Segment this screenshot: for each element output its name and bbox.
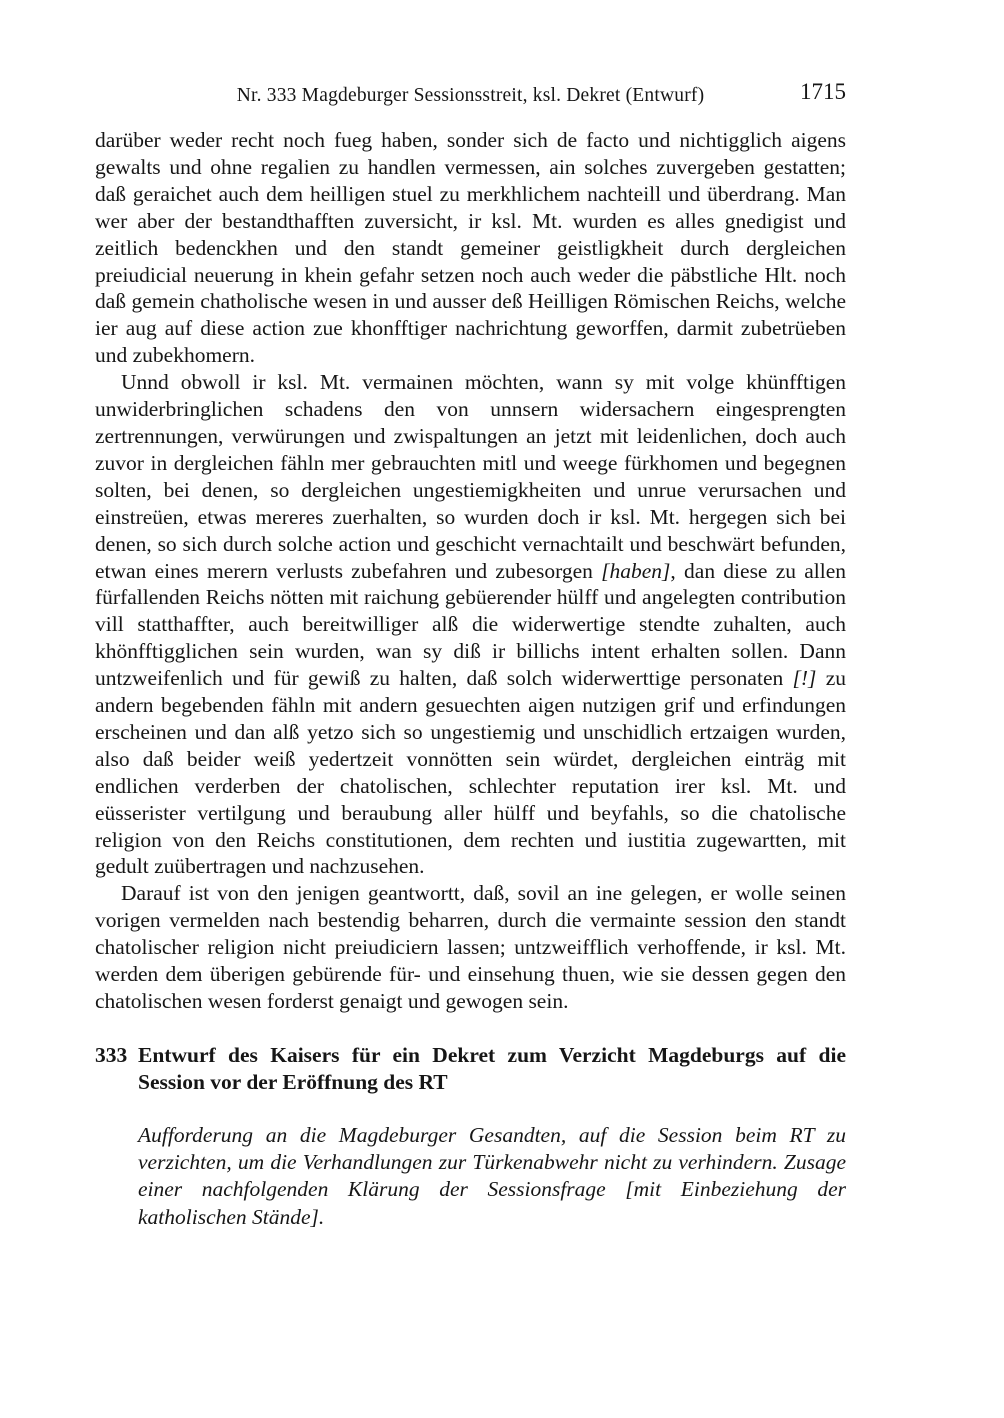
- paragraph-2-text: , dan diese zu allen fürfallenden Reichs nötten mit raichung gebüerender hülff und angelegten contribution vill statthaffter, auch bereitwilliger alß die widerwertige stendte zuhalten, auch khönfftigglichen sein wurden, wan sy diß ir billichs intent erhalten sollen. Dann untzweifenlich und für gewiß zu halten, daß solch widerwerttige personaten: [95, 558, 847, 691]
- body-paragraph-1: darüber weder recht noch fueg haben, sonder sich de facto und nichtigglich aigens gewalts und ohne regalien zu handlen vermessen, ain solches zuvergeben gestatten; daß geraichet auch dem heilligen stuel zu merkhlichem nachteill und überdrang. Man wer aber der bestandthafften zuversicht, ir ksl. Mt. wurden es alles gnedigist und zeitlich bedenckhen und den standt gemeiner geistligkheit durch dergleichen preiudicial neuerung in khein gefahr setzen noch auch weder die päbstliche Hlt. noch daß gemein chatholische wesen in und ausser deß Heilligen Römischen Reichs, welche ier aug auf diese action zue khonfftiger nachrichtung geworffen, darmit zubetrüeben und zubekhomern.: [95, 128, 846, 368]
- body-paragraph-2: [95, 369, 846, 880]
- paragraph-2-text: Unnd obwoll ir ksl. Mt. vermainen möchten, wann sy mit volge khünfftigen unwiderbringlichen schadens den von unnsern widersachern eingesprengten zertrennungen, verwürungen und zwispaltungen an jetzt mit leidenlichen, doch auch zuvor in dergleichen fähln mer gebrauchten mitl und weege fürkhomen und begegnen solten, bei denen, so dergleichen ungestiemigkheiten und unrue verursachen und einstreüen, etwas mereres zuerhalten, so wurden doch ir ksl. Mt. hergegen sich bei denen, so sich durch solche action und geschicht vernachtailt und beschwärt befunden, etwan eines merern verlusts zubefahren und zubesorgen: [95, 370, 846, 583]
- inline-editorial-sic-mark: [!]: [792, 666, 817, 691]
- body-paragraph-3: Darauf ist von den jenigen geantwortt, daß, sovil an ine gelegen, er wolle seinen vorigen vermelden nach bestendig beharren, durch die vermainte session den standt chatolischer religion nicht preiudiciern lassen; untzweifflich verhoffende, ir ksl. Mt. werden dem überigen gebürende für- und einsehung thuen, wie sie dessen gegen den chatolischen wesen forderst genaigt und gewogen sein.: [95, 881, 846, 1013]
- entry-heading: [95, 1042, 846, 1096]
- running-title: Nr. 333 Magdeburger Sessionsstreit, ksl. Dekret (Entwurf): [236, 85, 705, 106]
- entry-title: Entwurf des Kaisers für ein Dekret zum Verzicht Magdeburgs auf die Session vor der Eröffnung des RT: [138, 1042, 846, 1094]
- entry-regest: Aufforderung an die Magdeburger Gesandten, auf die Session beim RT zu verzichten, um die Verhandlungen zur Türkenabwehr nicht zu verhindern. Zusage einer nachfolgenden Klärung der Sessionsfrage [mit Einbeziehung der katholischen Stände].: [138, 1122, 846, 1229]
- paragraph-2-text: zu andern begebenden fähln mit andern gesuechten aigen nutzigen grif und erfindungen erscheinen und dan alß yetzo sich so ungestiemig und unschidlich ertzaigen wurden, also daß beider weiß yedertzeit vonnötten sein würdet, dergleichen einträg mit endlichen verderben der chatolischen, schlechter reputation irer ksl. Mt. und eüsserister vertilgung und beraubung aller hülff und beyfahls, so die chatolische religion von den Reichs constitutionen, dem rechten und iustitia zugewartten, mit gedult zuübertragen und nachzusehen.: [95, 666, 847, 879]
- text-block: [95, 79, 847, 1231]
- inline-editorial-insertion: [haben]: [601, 558, 671, 583]
- page-number: 1715: [800, 79, 846, 104]
- page-header: [95, 79, 846, 114]
- entry-section-333: [95, 1042, 846, 1231]
- document-body: [95, 127, 846, 1015]
- entry-number: 333: [95, 1042, 128, 1067]
